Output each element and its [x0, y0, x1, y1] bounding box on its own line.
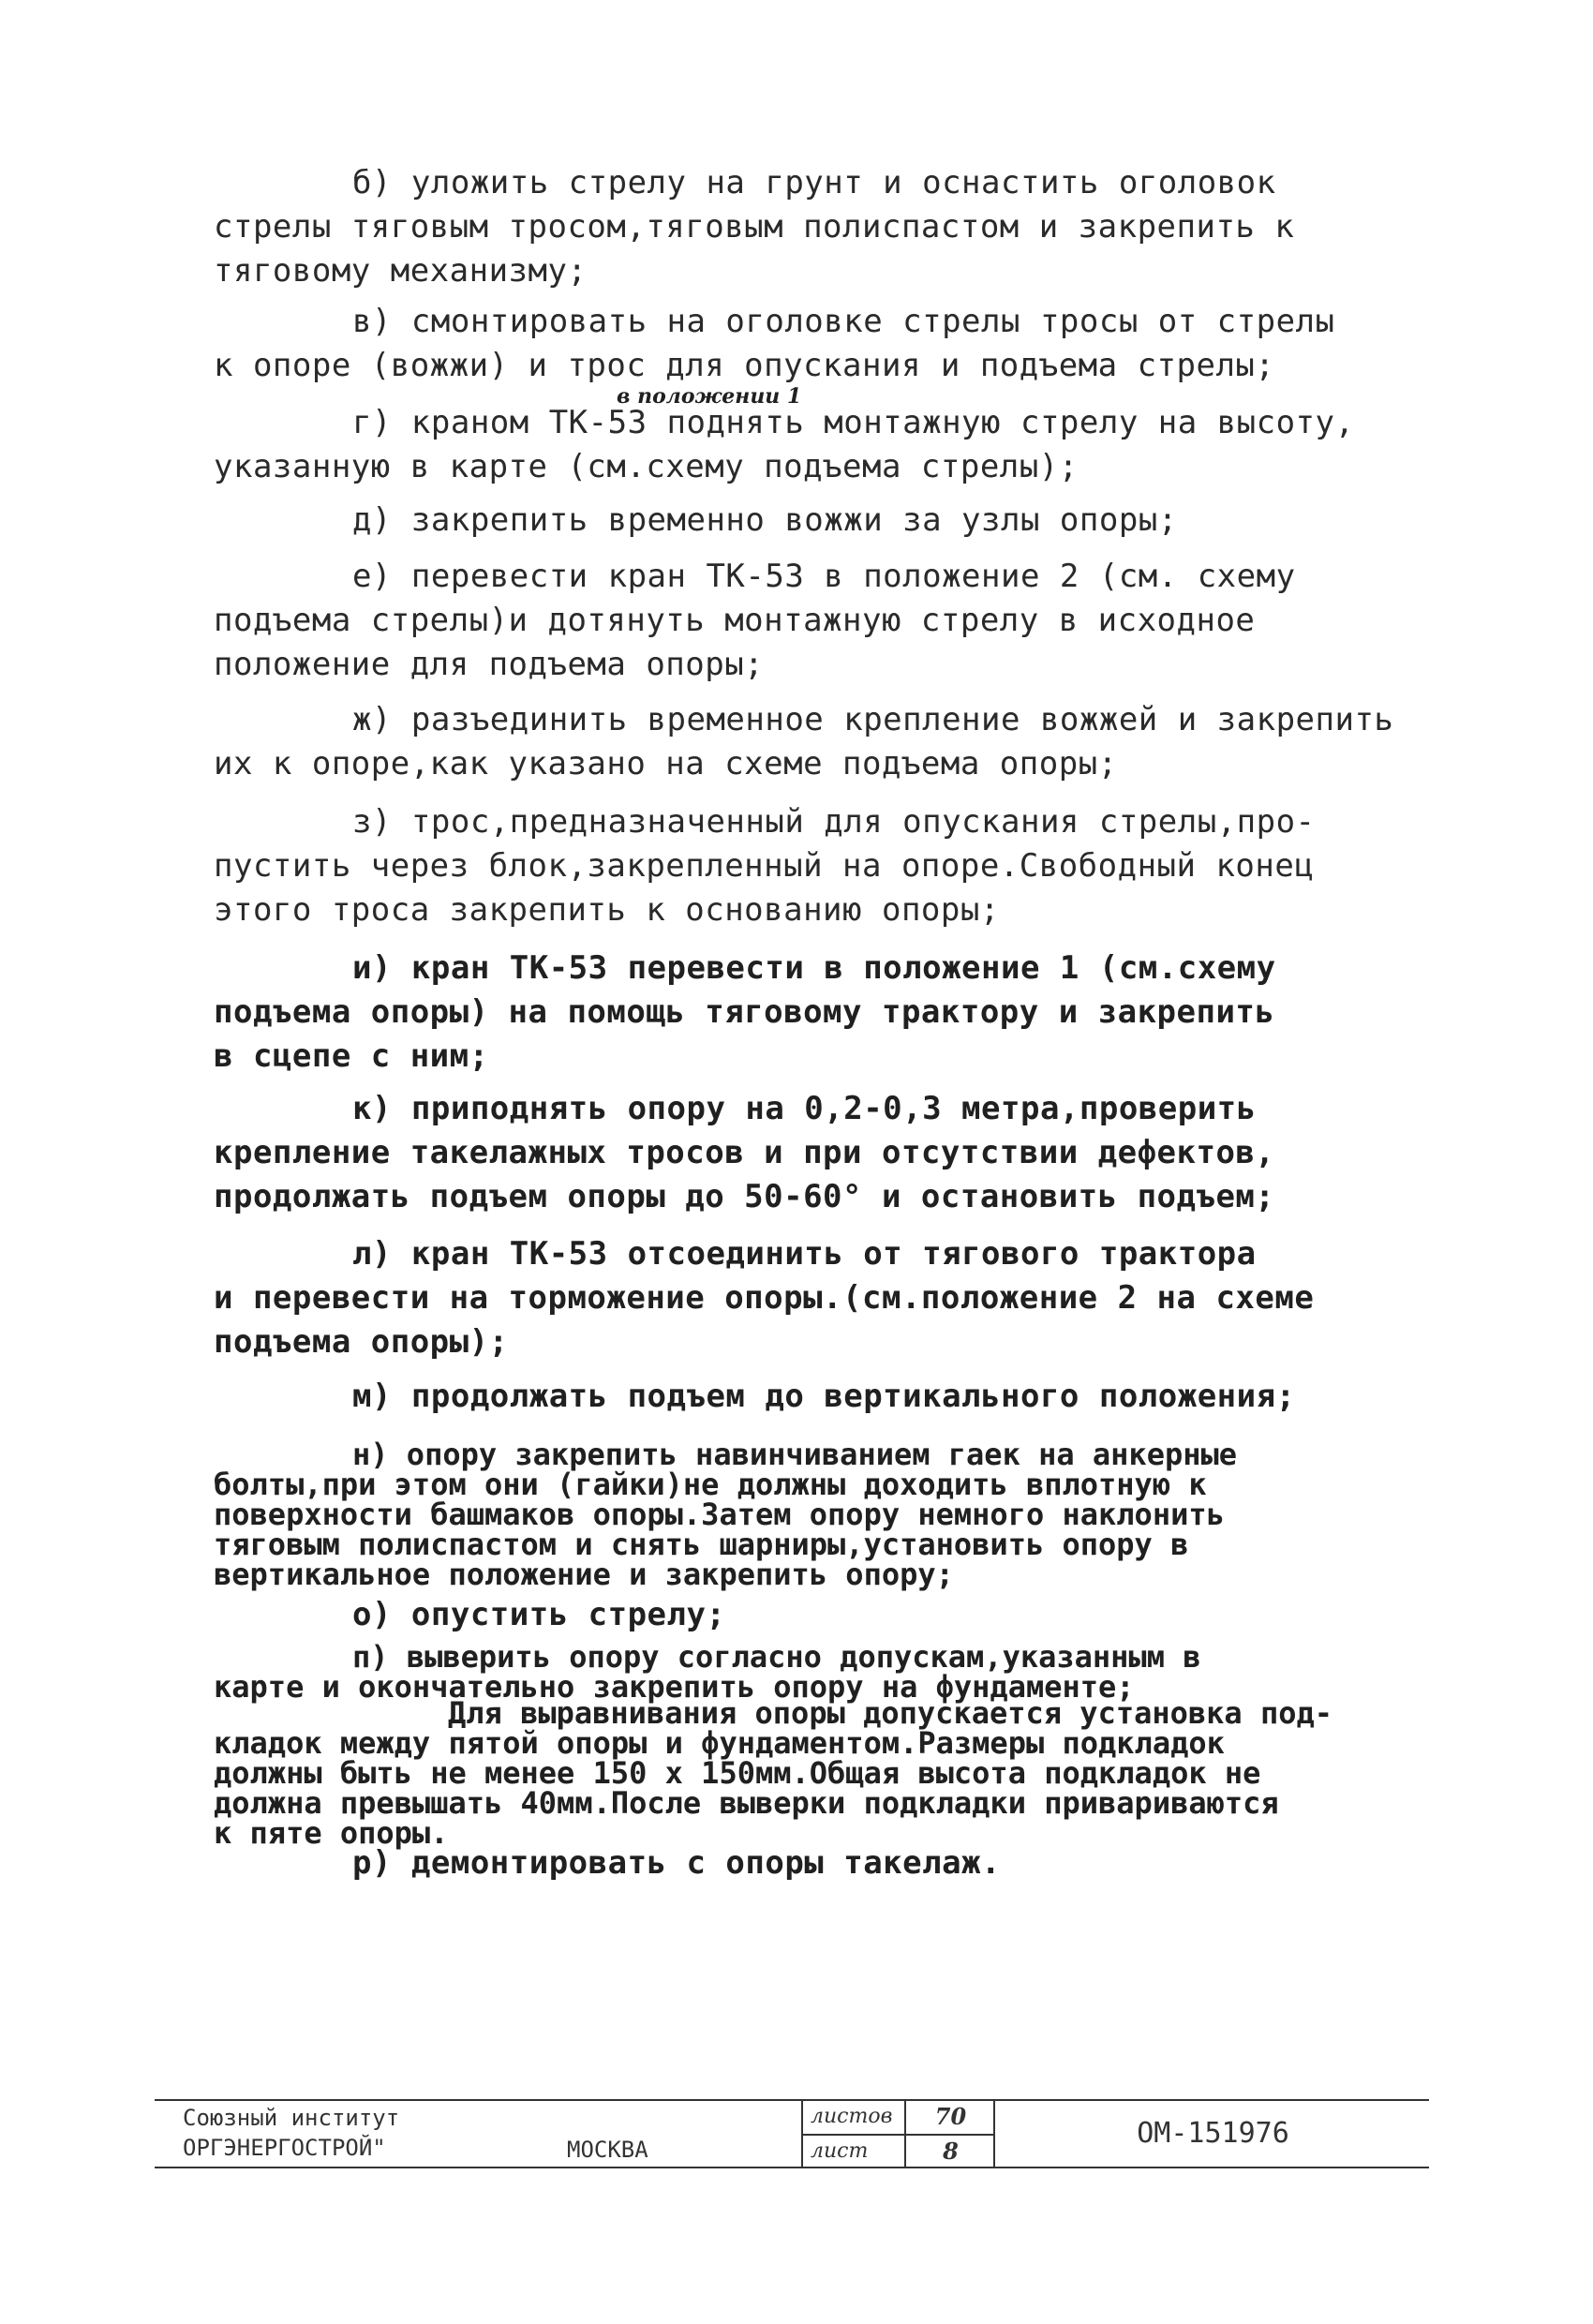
- step-i: и) кран ТК-53 перевести в положение 1 (см.схему подъема опоры) на помощь тяговому трактору и закрепить в сцепе с ним;: [214, 949, 1276, 1075]
- step-m: м) продолжать подъем до вертикального положения;: [352, 1378, 1296, 1415]
- step-z: з) трос,предназначенный для опускания стрелы,про- пустить через блок,закрепленный на опоре.Свободный конец этого троса закрепить к основанию опоры;: [214, 803, 1316, 929]
- org-line-1: Союзный институт: [183, 2105, 400, 2131]
- title-block-organization: [164, 2101, 801, 2167]
- step-b: б) уложить стрелу на грунт и оснастить оголовок стрелы тяговым тросом,тяговым полиспастом и закрепить к тяговому механизму;: [214, 164, 1295, 290]
- sheet-label: лист: [811, 2139, 869, 2163]
- step-v: в) смонтировать на оголовке стрелы тросы от стрелы к опоре (вожжи) и трос для опускания и подъема стрелы;: [214, 303, 1335, 384]
- step-k: к) приподнять опору на 0,2-0,3 метра,проверить крепление такелажных тросов и при отсутствии дефектов, продолжать подъем опоры до 50-60° и остановить подъем;: [214, 1090, 1275, 1215]
- sheets-value: 70: [906, 2101, 995, 2136]
- title-block-values: [904, 2101, 995, 2167]
- sheets-label: листов: [803, 2101, 906, 2136]
- step-d: д) закрепить временно вожжи за узлы опоры;: [352, 501, 1178, 539]
- handwritten-insert: в положении 1: [617, 384, 802, 409]
- title-block-labels: [801, 2101, 906, 2167]
- step-l: л) кран ТК-53 отсоединить от тягового трактора и перевести на торможение опоры.(см.положение 2 на схеме подъема опоры);: [214, 1235, 1315, 1361]
- org-line-2: ОРГЭНЕРГОСТРОЙ": [183, 2135, 386, 2161]
- step-n: н) опору закрепить навинчиванием гаек на анкерные болты,при этом они (гайки)не должны доходить вплотную к поверхности башмаков опоры.Затем опору немного наклонить тяговым полиспастом и снять шарниры,установить опору в вертикальное положение и закрепить опору;: [214, 1437, 1238, 1592]
- step-e: е) перевести кран ТК-53 в положение 2 (см. схему подъема стрелы)и дотянуть монтажную стрелу в исходное положение для подъема опоры;: [214, 558, 1296, 683]
- note-shims: Для выравнивания опоры допускается установка под- кладок между пятой опоры и фундаментом.Размеры подкладок должны быть не менее 150 х 150мм.Общая высота подкладок не должна превышать 40мм.После выверки подкладки привариваются к пяте опоры.: [214, 1695, 1333, 1851]
- step-o: о) опустить стрелу;: [352, 1596, 726, 1633]
- sheet-value: 8: [943, 2138, 959, 2165]
- org-city: МОСКВА: [567, 2137, 648, 2163]
- step-zh: ж) разъединить временное крепление вожжей и закрепить их к опоре,как указано на схеме подъема опоры;: [214, 701, 1394, 782]
- step-p: п) выверить опору согласно допускам,указанным в карте и окончательно закрепить опору на фундаменте;: [214, 1639, 1201, 1705]
- title-block: [155, 2099, 1429, 2168]
- document-code: ОМ-151976: [993, 2101, 1431, 2167]
- step-g: г) краном ТК-53 поднять монтажную стрелу на высоту, указанную в карте (см.схему подъема стрелы);: [214, 404, 1355, 485]
- step-r: р) демонтировать с опоры такелаж.: [352, 1844, 1002, 1882]
